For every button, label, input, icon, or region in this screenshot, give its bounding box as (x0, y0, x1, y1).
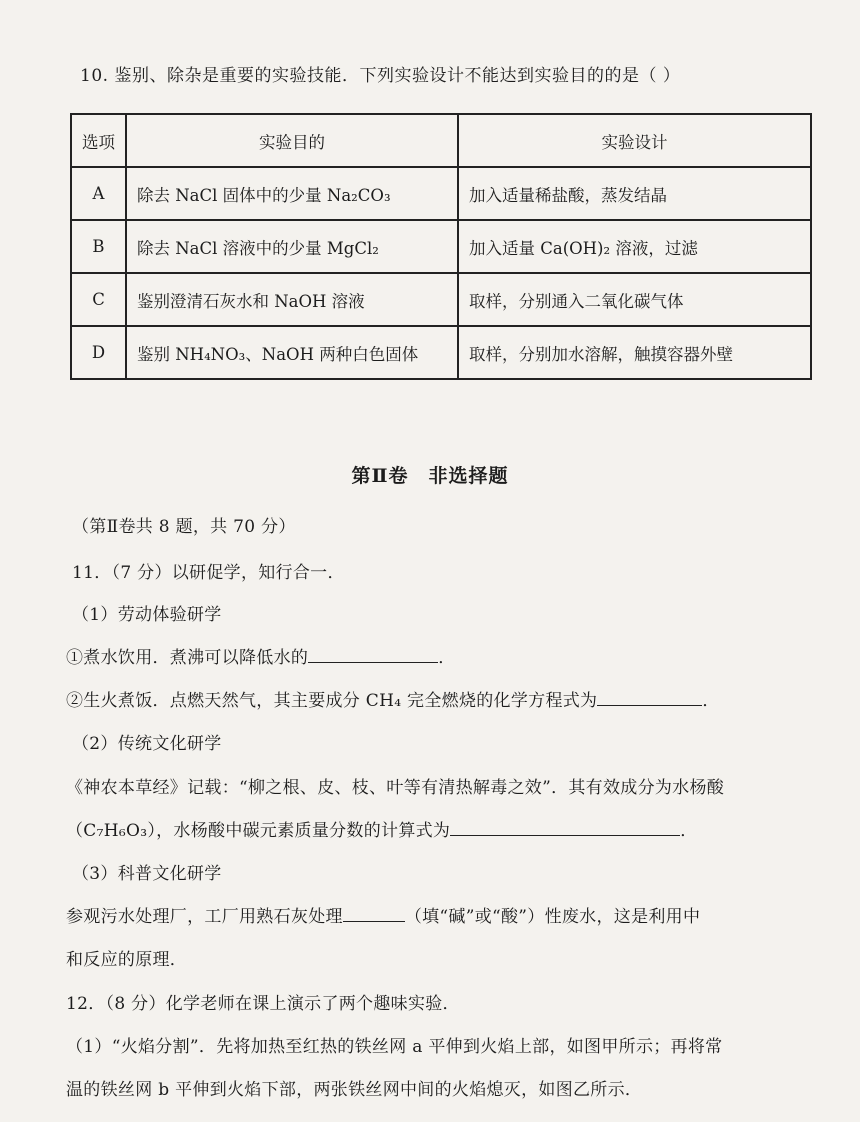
item-end: ． (680, 821, 698, 841)
question-11-part3-text-a (66, 902, 700, 927)
row-option: B (71, 220, 126, 273)
item-text: ①煮水饮用．煮沸可以降低水的 (66, 648, 309, 668)
question-11-part2-text-a: 《神农本草经》记载：“柳之根、皮、枝、叶等有清热解毒之效”．其有效成分为水杨酸 (66, 778, 725, 798)
row-purpose: 鉴别澄清石灰水和 NaOH 溶液 (126, 273, 458, 326)
row-design: 取样，分别加水溶解，触摸容器外壁 (458, 326, 811, 379)
table-header-design: 实验设计 (458, 114, 811, 167)
row-purpose: 除去 NaCl 溶液中的少量 MgCl₂ (126, 220, 458, 273)
row-purpose: 鉴别 NH₄NO₃、NaOH 两种白色固体 (126, 326, 458, 379)
question-11-stem: 11．（7 分）以研促学，知行合一． (72, 563, 345, 583)
experiment-table (70, 113, 812, 380)
row-option: A (71, 167, 126, 220)
row-design: 加入适量稀盐酸，蒸发结晶 (458, 167, 811, 220)
table-row (71, 220, 811, 273)
question-11-part1-item-b (66, 686, 720, 711)
row-design: 取样，分别通入二氧化碳气体 (458, 273, 811, 326)
question-12-stem: 12．（8 分）化学老师在课上演示了两个趣味实验． (66, 994, 460, 1014)
item-text: ②生火煮饭．点燃天然气，其主要成分 CH₄ 完全燃烧的化学方程式为 (66, 691, 598, 711)
row-design: 加入适量 Ca(OH)₂ 溶液，过滤 (458, 220, 811, 273)
table-header-option: 选项 (71, 114, 126, 167)
row-option: D (71, 326, 126, 379)
answer-blank[interactable] (597, 691, 702, 706)
row-option: C (71, 273, 126, 326)
row-purpose: 除去 NaCl 固体中的少量 Na₂CO₃ (126, 167, 458, 220)
section-note: （第Ⅱ卷共 8 题，共 70 分） (72, 517, 296, 537)
question-11-part3-text-b: 和反应的原理． (66, 950, 188, 970)
answer-blank[interactable] (343, 907, 405, 922)
question-11-part2-heading: （2）传统文化研学 (72, 734, 222, 754)
item-end: ． (702, 691, 720, 711)
question-11-part1-item-a (66, 643, 456, 668)
question-12-part1-text-a: （1）“火焰分割”．先将加热至红热的铁丝网 a 平伸到火焰上部，如图甲所示；再将常 (66, 1037, 723, 1057)
answer-blank[interactable] (450, 821, 680, 836)
table-header-purpose: 实验目的 (126, 114, 458, 167)
question-11-part1-heading: （1）劳动体验研学 (72, 605, 222, 625)
item-text: （C₇H₆O₃），水杨酸中碳元素质量分数的计算式为 (66, 821, 451, 841)
question-12-part1-text-b: 温的铁丝网 b 平伸到火焰下部，两张铁丝网中间的火焰熄灭，如图乙所示． (66, 1080, 643, 1100)
item-text: 参观污水处理厂，工厂用熟石灰处理 (66, 907, 343, 927)
item-text-cont: （填“碱”或“酸”）性废水，这是利用中 (404, 907, 701, 927)
table-header-row (71, 114, 811, 167)
question-10-stem: 10. 鉴别、除杂是重要的实验技能．下列实验设计不能达到实验目的的是（ ） (80, 66, 681, 86)
section-title: 第Ⅱ卷 非选择题 (351, 465, 509, 487)
question-11-part2-text-b (66, 816, 698, 841)
answer-blank[interactable] (308, 648, 438, 663)
item-end: ． (438, 648, 456, 668)
table-row (71, 167, 811, 220)
table-row (71, 326, 811, 379)
table-row (71, 273, 811, 326)
question-11-part3-heading: （3）科普文化研学 (72, 864, 222, 884)
